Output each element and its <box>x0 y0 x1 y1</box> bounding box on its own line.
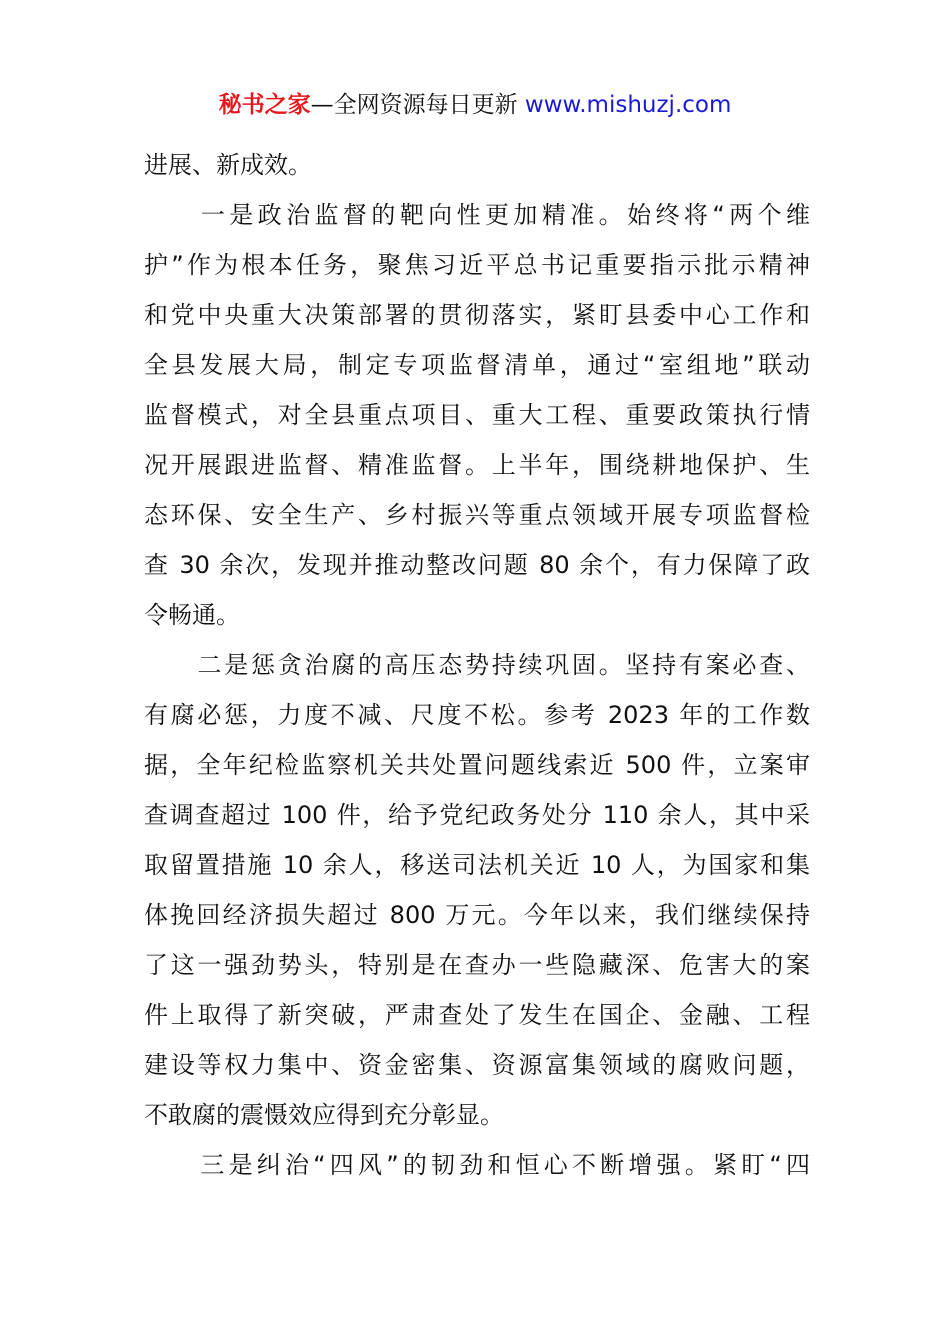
text-line: 令畅通。 <box>144 601 240 629</box>
paragraph-2-start: 二是惩贪治腐的高压态势持续巩固。坚持有案必查、 <box>144 651 810 679</box>
page-header <box>0 88 950 122</box>
text-line: 况开展跟进监督、精准监督。上半年，围绕耕地保护、生 <box>144 451 810 479</box>
text-line: 建设等权力集中、资金密集、资源富集领域的腐败问题， <box>144 1051 810 1079</box>
text-line: 取留置措施 10 余人，移送司法机关近 10 人，为国家和集 <box>144 851 810 879</box>
text-line: 护”作为根本任务，聚焦习近平总书记重要指示批示精神 <box>144 251 810 279</box>
text-line: 全县发展大局，制定专项监督清单，通过“室组地”联动 <box>144 351 810 379</box>
text-line: 体挽回经济损失超过 800 万元。今年以来，我们继续保持 <box>144 901 810 929</box>
text-line: 了这一强劲势头，特别是在查办一些隐藏深、危害大的案 <box>144 951 810 979</box>
header-tagline: —全网资源每日更新 <box>310 92 525 118</box>
text-line: 查 30 余次，发现并推动整改问题 80 余个，有力保障了政 <box>144 551 810 579</box>
text-line: 据，全年纪检监察机关共处置问题线索近 500 件，立案审 <box>144 751 810 779</box>
text-line: 查调查超过 100 件，给予党纪政务处分 110 余人，其中采 <box>144 801 810 829</box>
text-line: 态环保、安全生产、乡村振兴等重点领域开展专项监督检 <box>144 501 810 529</box>
text-line: 有腐必惩，力度不减、尺度不松。参考 2023 年的工作数 <box>144 701 810 729</box>
website-link[interactable]: www.mishuzj.com <box>524 92 732 118</box>
paragraph-3-start: 三是纠治“四风”的韧劲和恒心不断增强。紧盯“四 <box>144 1151 810 1179</box>
document-body <box>144 140 810 1190</box>
text-line: 监督模式，对全县重点项目、重大工程、重要政策执行情 <box>144 401 810 429</box>
paragraph-1-start: 一是政治监督的靶向性更加精准。始终将“两个维 <box>144 201 810 229</box>
brand-name: 秘书之家 <box>218 92 311 118</box>
text-line: 件上取得了新突破，严肃查处了发生在国企、金融、工程 <box>144 1001 810 1029</box>
text-line: 进展、新成效。 <box>144 151 312 179</box>
text-line: 和党中央重大决策部署的贯彻落实，紧盯县委中心工作和 <box>144 301 810 329</box>
text-line: 不敢腐的震慑效应得到充分彰显。 <box>144 1101 504 1129</box>
